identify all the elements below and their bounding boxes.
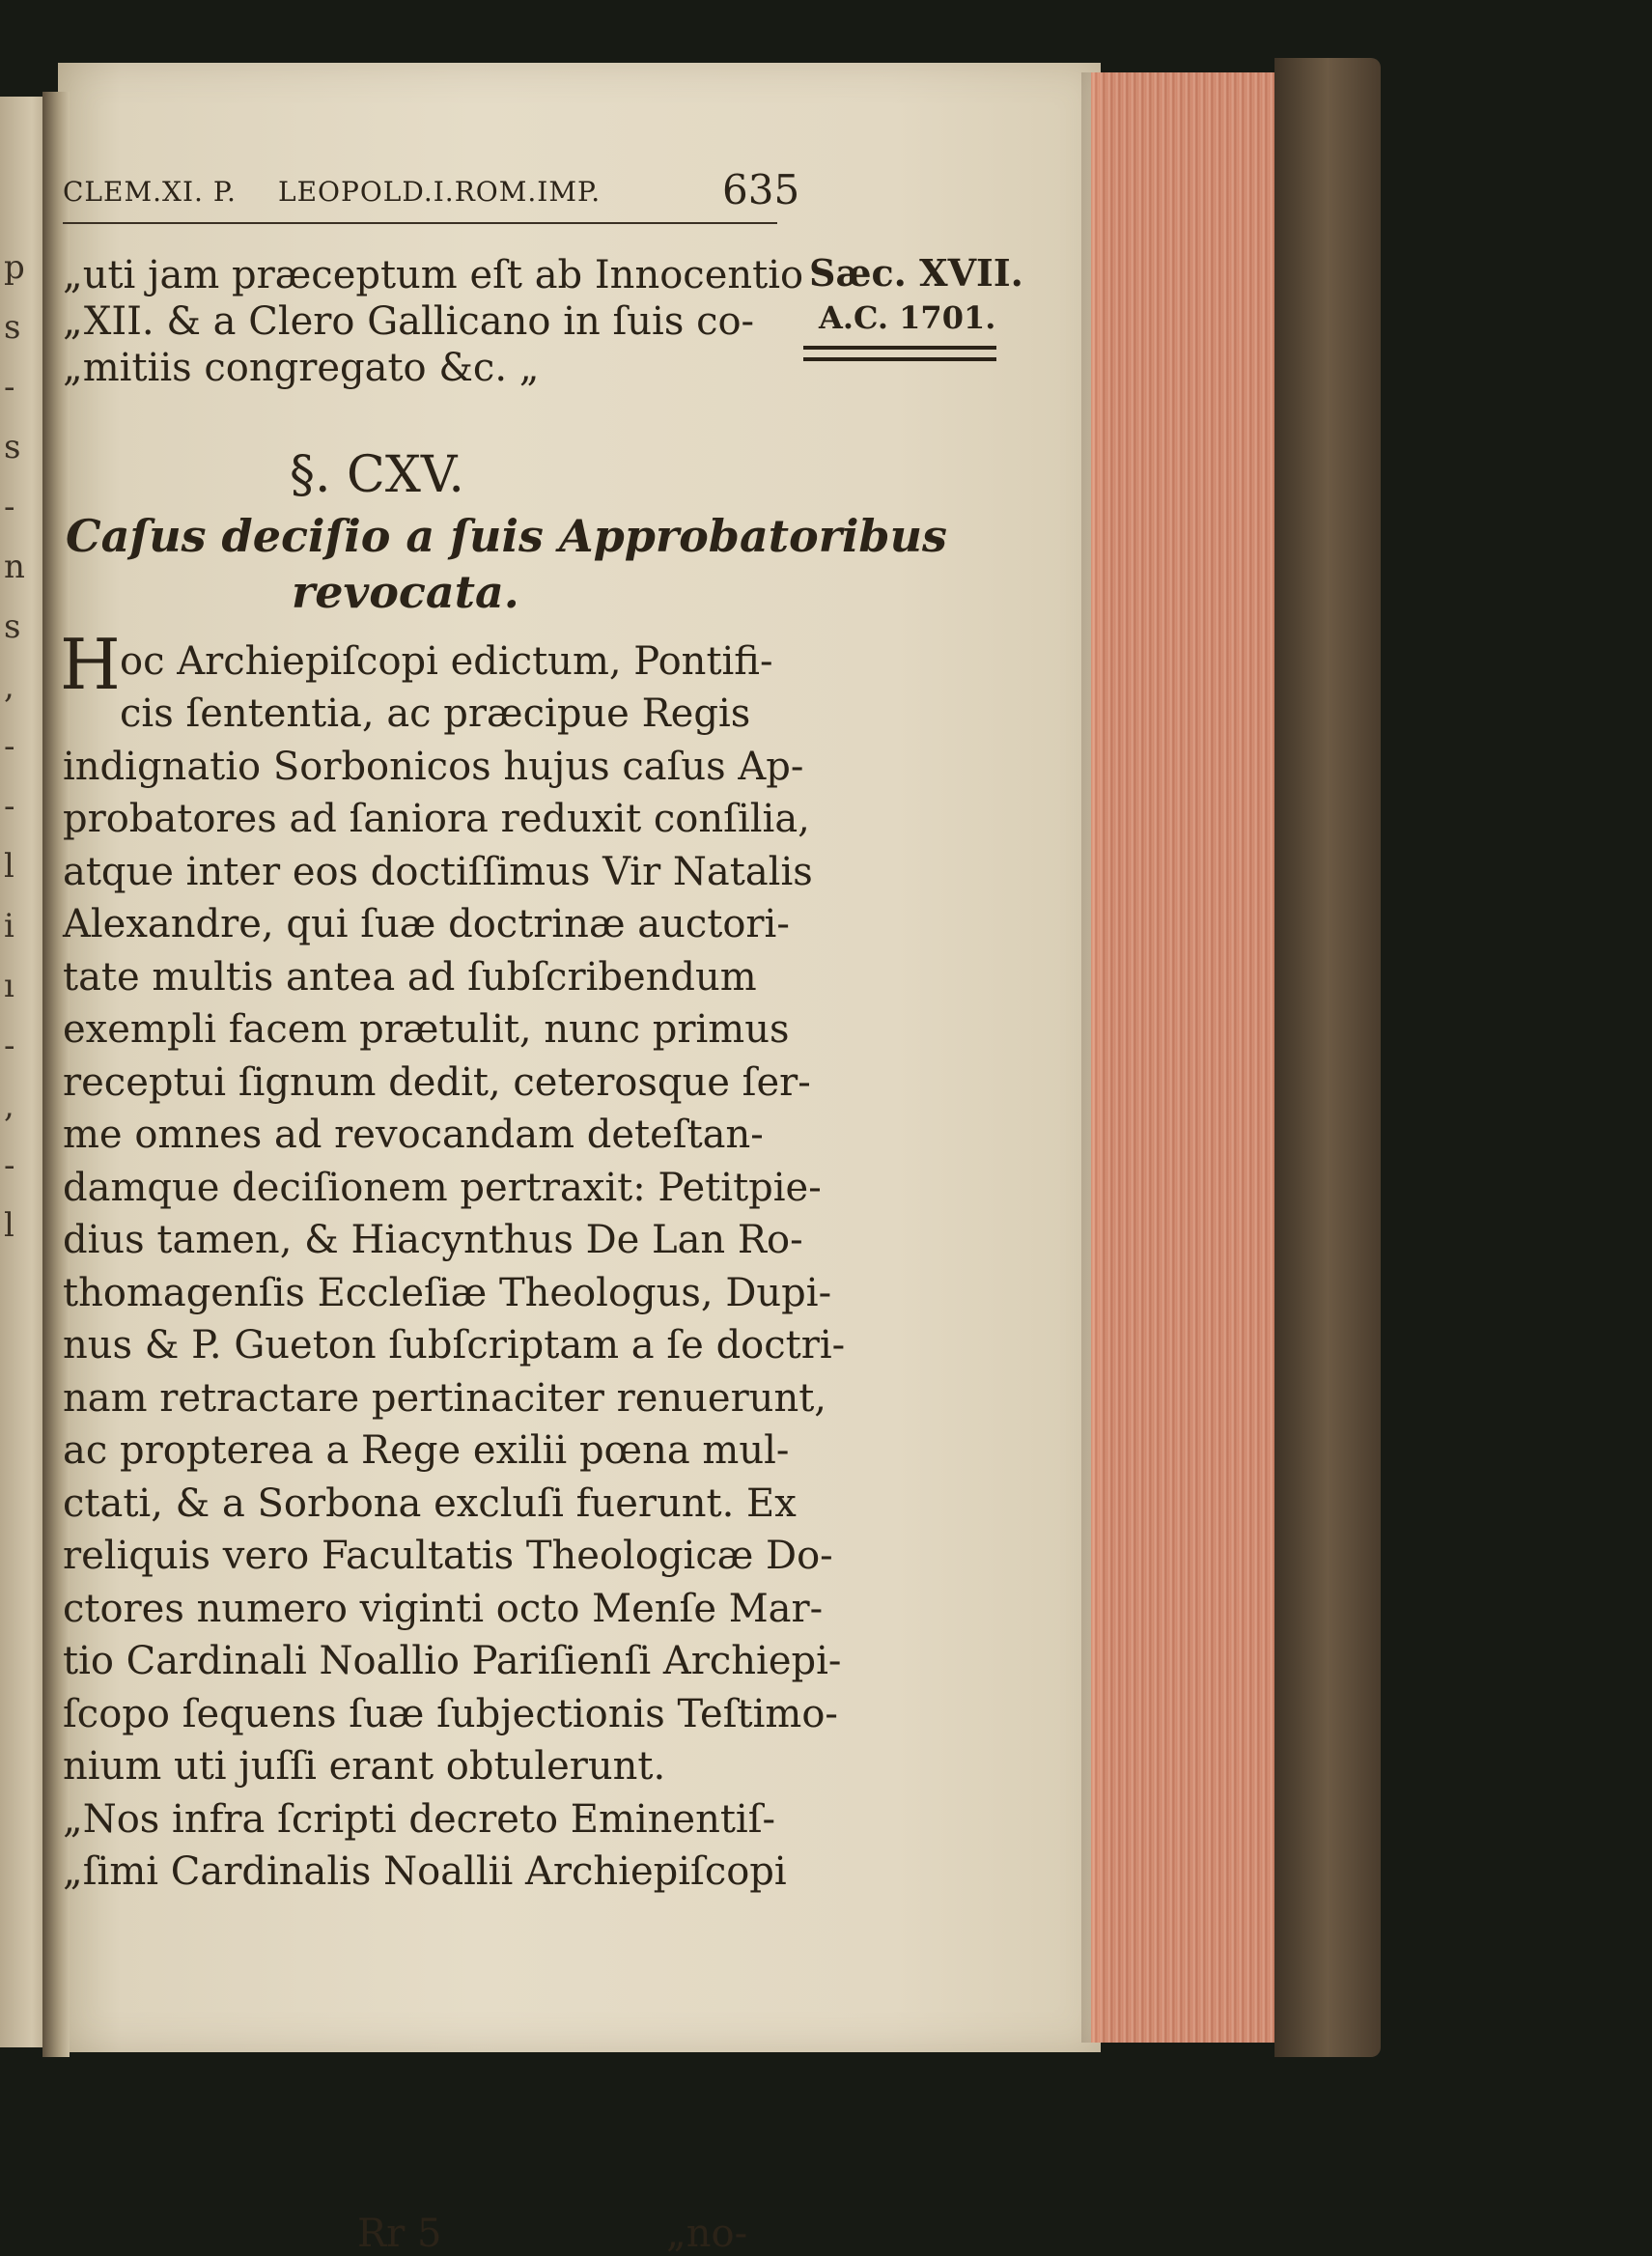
facing-page-letter: , [4,667,14,706]
facing-page-letter: , [4,1086,14,1125]
catchword: „no- [666,2212,748,2256]
running-head-middle: LEOPOLD.I.ROM.IMP. [278,176,602,208]
body-line: thomagenſis Eccleſiæ Theologus, Dupi- [63,1270,832,1315]
body-line: indignatio Sorbonicos hujus caſus Ap- [63,744,804,789]
facing-page-letter: l [4,847,14,886]
section-subtitle: Caſus deciſio a ſuis Approbatoribus [66,510,947,562]
signature-mark: Rr 5 [357,2212,442,2256]
body-line: exempli facem prætulit, nunc primus [63,1007,790,1052]
intro-line: „mitiis congregato &c. „ [63,346,540,390]
facing-page-letter: - [4,787,15,826]
body-line: ctores numero viginti octo Menſe Mar- [63,1586,824,1631]
body-line: nam retractare pertinaciter renuerunt, [63,1375,826,1421]
header-rule [63,222,777,224]
facing-page-letter: ı [4,967,14,1005]
body-line: atque inter eos doctiſſimus Vir Natalis [63,849,813,894]
body-line: ſcopo ſequens ſuæ ſubjectionis Teſtimo- [63,1691,838,1736]
body-line: „ſimi Cardinalis Noallii Archiepiſcopi [63,1849,787,1894]
body-line: receptui ſignum dedit, ceterosque ſer- [63,1059,811,1105]
body-line: tate multis antea ad ſubſcribendum [63,954,757,1000]
facing-page-letter: s [4,607,21,646]
body-line: cis ſententia, ac præcipue Regis [120,691,751,736]
running-head-left: CLEM.XI. P. [63,176,237,208]
margin-note-century: Sæc. XVII. [809,251,1023,295]
margin-note-year: A.C. 1701. [819,299,996,336]
margin-note-rule [803,346,996,350]
facing-page-letter: i [4,907,14,945]
body-line: ctati, & a Sorbona excluſi fuerunt. Ex [63,1480,797,1526]
facing-page-letter: p [4,248,25,287]
page-block-edge [1091,72,1284,2043]
intro-line: „uti jam præceptum eſt ab Innocentio [63,253,804,297]
body-line: probatores ad ſaniora reduxit conſilia, [63,797,810,841]
drop-capital: H [60,624,121,705]
facing-page-letter: - [4,1027,15,1065]
facing-page-letter: - [4,1146,15,1185]
facing-page-letter: l [4,1206,14,1245]
body-line: Alexandre, qui ſuæ doctrinæ auctori- [63,902,790,946]
facing-page-letter: n [4,548,25,586]
facing-page-letter: s [4,308,21,347]
facing-page-letter: s [4,428,21,466]
facing-page-letter: - [4,368,15,407]
body-line: „Nos infra ſcripti decreto Eminentiſ- [63,1796,776,1842]
body-line: ac propterea a Rege exilii pœna mul- [63,1428,790,1473]
body-line: me omnes ad revocandam deteſtan- [63,1113,764,1157]
section-subtitle: revocata. [292,566,519,618]
body-line: damque deciſionem pertraxit: Petitpie- [63,1165,822,1210]
intro-line: „XII. & a Clero Gallicano in ſuis co- [63,299,755,344]
body-line: nus & P. Gueton ſubſcriptam a ſe doctri- [63,1323,846,1368]
book-cover [1274,58,1381,2057]
body-line: tio Cardinali Noallio Pariſienſi Archiepi- [63,1639,842,1683]
margin-note-rule [803,357,996,361]
body-line: oc Archiepiſcopi edictum, Pontifi- [120,639,773,684]
facing-page-letter: - [4,727,15,766]
facing-page-letter: - [4,488,15,526]
body-line: nium uti juſſi erant obtulerunt. [63,1744,666,1789]
body-line: dius tamen, & Hiacynthus De Lan Ro- [63,1218,803,1262]
section-number: §. CXV. [290,446,464,504]
page-number: 635 [722,166,800,213]
body-line: reliquis vero Facultatis Theologicæ Do- [63,1534,833,1578]
